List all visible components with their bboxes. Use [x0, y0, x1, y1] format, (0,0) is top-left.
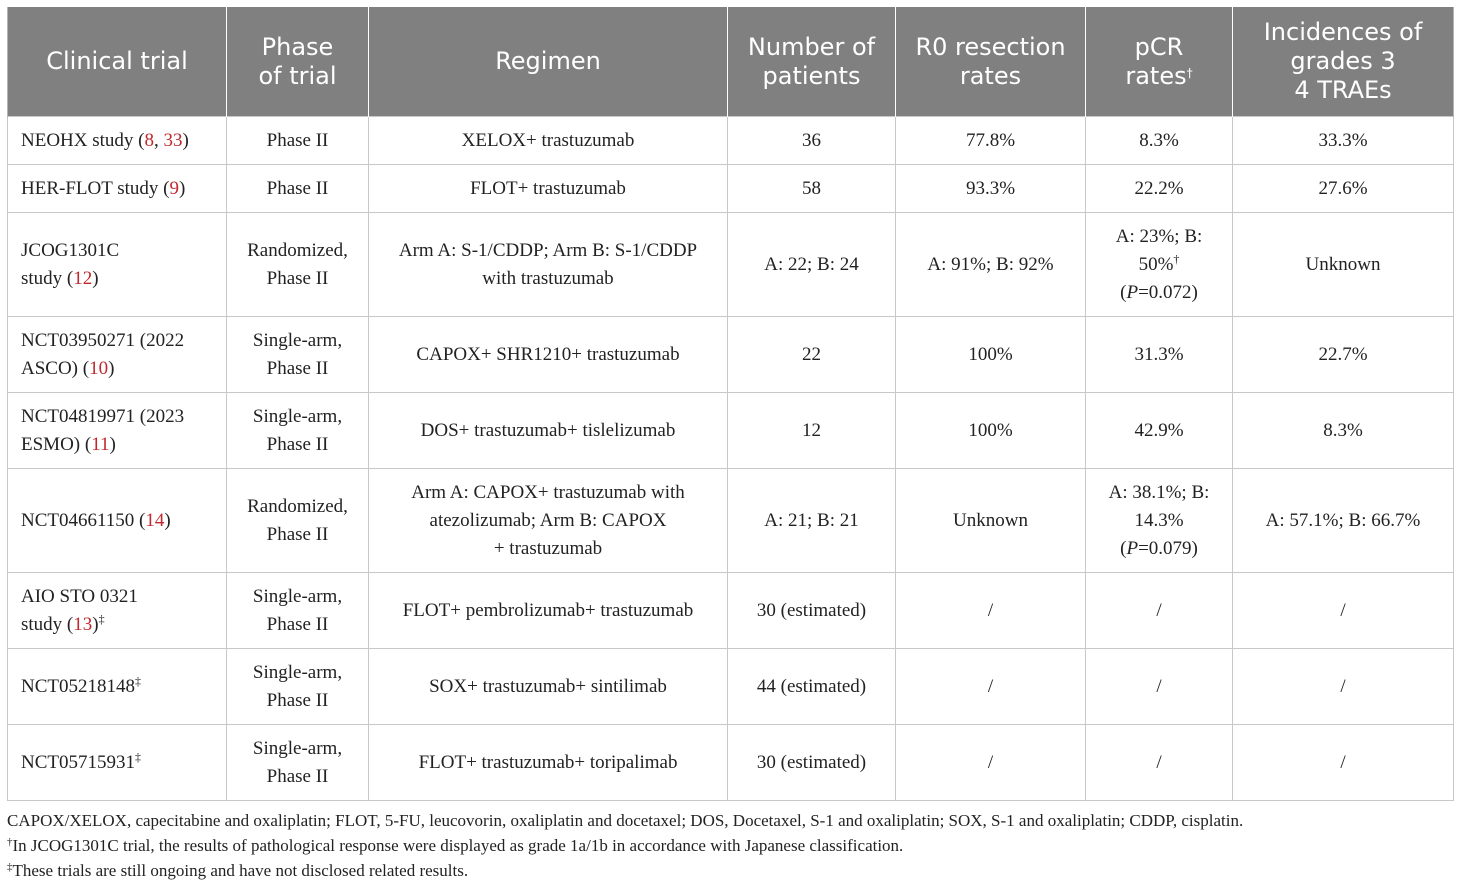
cell-regimen: FLOT+ trastuzumab+ toripalimab	[369, 725, 728, 801]
cell-patients: A: 22; B: 24	[728, 213, 896, 317]
table-row	[8, 213, 1454, 317]
cell-r0: Unknown	[896, 469, 1086, 573]
cell-trae: /	[1233, 649, 1454, 725]
cell-trae: /	[1233, 573, 1454, 649]
reference-link[interactable]: 14	[145, 509, 165, 531]
cell-regimen: FLOT+ trastuzumab	[369, 165, 728, 213]
cell-phase: Single-arm, Phase II	[227, 393, 369, 469]
cell-pcr: 8.3%	[1086, 117, 1233, 165]
table-row	[8, 573, 1454, 649]
cell-trae: Unknown	[1233, 213, 1454, 317]
reference-link[interactable]: 11	[91, 433, 110, 455]
table-container	[7, 7, 1453, 801]
cell-regimen: FLOT+ pembrolizumab+ trastuzumab	[369, 573, 728, 649]
footnote-double-dagger: ‡These trials are still ongoing and have not disclosed related results.	[7, 861, 469, 880]
cell-trae: 33.3%	[1233, 117, 1454, 165]
cell-regimen: DOS+ trastuzumab+ tislelizumab	[369, 393, 728, 469]
cell-trial: NCT05715931‡	[8, 725, 227, 801]
cell-patients: 36	[728, 117, 896, 165]
table-row	[8, 469, 1454, 573]
cell-phase: Single-arm, Phase II	[227, 573, 369, 649]
cell-regimen: Arm A: S-1/CDDP; Arm B: S-1/CDDP with trastuzumab	[369, 213, 728, 317]
cell-phase: Randomized, Phase II	[227, 469, 369, 573]
cell-patients: 58	[728, 165, 896, 213]
cell-trial: NCT03950271 (2022 ASCO) (10)	[8, 317, 227, 393]
header-regimen: Regimen	[369, 7, 728, 117]
cell-pcr: 31.3%	[1086, 317, 1233, 393]
reference-link[interactable]: 9	[169, 177, 179, 199]
table-row	[8, 117, 1454, 165]
cell-trial: HER-FLOT study (9)	[8, 165, 227, 213]
cell-phase: Phase II	[227, 117, 369, 165]
cell-trial: NEOHX study (8, 33)	[8, 117, 227, 165]
cell-pcr: A: 38.1%; B: 14.3% (P=0.079)	[1086, 469, 1233, 573]
reference-link[interactable]: 33	[163, 129, 183, 151]
cell-r0: /	[896, 725, 1086, 801]
header-r0-resection-rates: R0 resection rates	[896, 7, 1086, 117]
cell-regimen: XELOX+ trastuzumab	[369, 117, 728, 165]
cell-patients: 30 (estimated)	[728, 725, 896, 801]
header-grade-3-4-traes: Incidences of grades 3 4 TRAEs	[1233, 7, 1454, 117]
cell-trae: A: 57.1%; B: 66.7%	[1233, 469, 1454, 573]
cell-patients: 12	[728, 393, 896, 469]
reference-link[interactable]: 13	[73, 613, 93, 635]
table-row	[8, 317, 1454, 393]
cell-trae: /	[1233, 725, 1454, 801]
header-phase-of-trial: Phase of trial	[227, 7, 369, 117]
table-row	[8, 725, 1454, 801]
cell-trial: NCT04661150 (14)	[8, 469, 227, 573]
table-row	[8, 165, 1454, 213]
cell-r0: /	[896, 573, 1086, 649]
cell-patients: 22	[728, 317, 896, 393]
cell-patients: 30 (estimated)	[728, 573, 896, 649]
cell-pcr: 22.2%	[1086, 165, 1233, 213]
reference-link[interactable]: 8	[144, 129, 154, 151]
footnote-dagger: †In JCOG1301C trial, the results of pathological response were displayed as grade 1a/1b in accordance with Japanese classification.	[7, 836, 904, 855]
reference-link[interactable]: 12	[73, 267, 93, 289]
cell-regimen: SOX+ trastuzumab+ sintilimab	[369, 649, 728, 725]
cell-r0: /	[896, 649, 1086, 725]
cell-pcr: /	[1086, 725, 1233, 801]
cell-pcr: A: 23%; B: 50%† (P=0.072)	[1086, 213, 1233, 317]
cell-phase: Randomized, Phase II	[227, 213, 369, 317]
cell-r0: 100%	[896, 393, 1086, 469]
header-clinical-trial: Clinical trial	[8, 7, 227, 117]
cell-trae: 22.7%	[1233, 317, 1454, 393]
cell-regimen: CAPOX+ SHR1210+ trastuzumab	[369, 317, 728, 393]
cell-trae: 27.6%	[1233, 165, 1454, 213]
cell-phase: Single-arm, Phase II	[227, 725, 369, 801]
table-row	[8, 393, 1454, 469]
cell-r0: 93.3%	[896, 165, 1086, 213]
cell-trial: NCT05218148‡	[8, 649, 227, 725]
cell-trial: AIO STO 0321 study (13)‡	[8, 573, 227, 649]
header-number-of-patients: Number of patients	[728, 7, 896, 117]
header-row	[8, 7, 1454, 117]
cell-phase: Phase II	[227, 165, 369, 213]
reference-link[interactable]: 10	[89, 357, 109, 379]
cell-trial: NCT04819971 (2023 ESMO) (11)	[8, 393, 227, 469]
table-row	[8, 649, 1454, 725]
cell-trial: JCOG1301C study (12)	[8, 213, 227, 317]
clinical-trials-table	[7, 7, 1454, 801]
cell-trae: 8.3%	[1233, 393, 1454, 469]
cell-patients: 44 (estimated)	[728, 649, 896, 725]
header-pcr-rates: pCR rates†	[1086, 7, 1233, 117]
cell-patients: A: 21; B: 21	[728, 469, 896, 573]
cell-pcr: /	[1086, 649, 1233, 725]
cell-r0: 77.8%	[896, 117, 1086, 165]
cell-regimen: Arm A: CAPOX+ trastuzumab with atezolizumab; Arm B: CAPOX + trastuzumab	[369, 469, 728, 573]
cell-r0: A: 91%; B: 92%	[896, 213, 1086, 317]
cell-pcr: 42.9%	[1086, 393, 1233, 469]
cell-phase: Single-arm, Phase II	[227, 649, 369, 725]
cell-pcr: /	[1086, 573, 1233, 649]
cell-r0: 100%	[896, 317, 1086, 393]
table-footnotes	[7, 808, 1453, 883]
footnote-abbreviations: CAPOX/XELOX, capecitabine and oxaliplatin; FLOT, 5-FU, leucovorin, oxaliplatin and docetaxel; DOS, Docetaxel, S-1 and oxaliplatin; SOX, S-1 and oxaliplatin; CDDP, cisplatin.	[7, 811, 1244, 830]
cell-phase: Single-arm, Phase II	[227, 317, 369, 393]
